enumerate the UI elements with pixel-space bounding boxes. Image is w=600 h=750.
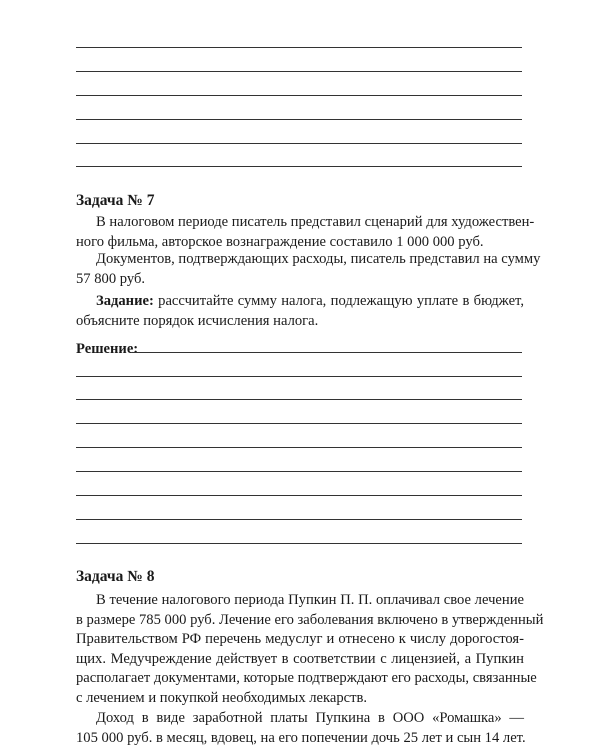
solution-line — [132, 352, 522, 353]
answer-line — [76, 376, 522, 377]
text-line: Доход в виде заработной платы Пупкина в ООО «Ромашка» — — [96, 710, 524, 726]
answer-line — [76, 423, 522, 424]
answer-line — [76, 519, 522, 520]
answer-line — [76, 95, 522, 96]
text-line: В течение налогового периода Пупкин П. П. оплачивал свое лечение — [96, 592, 524, 608]
answer-line — [76, 166, 522, 167]
text-line: располагает документами, которые подтверждают его расходы, связанные — [76, 670, 537, 687]
text-line: щих. Медучреждение действует в соответствии с лицензией, а Пупкин — [76, 650, 524, 667]
text-line: В налоговом периоде писатель представил сценарий для художествен- — [96, 214, 535, 230]
answer-line — [76, 47, 522, 48]
text-line: Документов, подтверждающих расходы, писатель представил на сумму — [96, 251, 541, 267]
text-line: ного фильма, авторское вознаграждение составило 1 000 000 руб. — [76, 233, 484, 250]
text-line: с лечением и покупкой необходимых лекарств. — [76, 689, 368, 706]
text-line — [76, 292, 524, 312]
answer-line — [76, 471, 522, 472]
task-8-paragraph-1 — [76, 591, 544, 709]
text-line: Правительством РФ перечень медуслуг и отнесено к числу дорогостоя- — [76, 631, 524, 648]
answer-line — [76, 543, 522, 544]
task-7-paragraph-2 — [76, 250, 541, 289]
assignment-label: Задание: — [96, 293, 154, 309]
assignment-text: рассчитайте сумму налога, подлежащую уплате в бюджет, — [158, 293, 524, 309]
answer-line — [76, 119, 522, 120]
answer-line — [76, 495, 522, 496]
text-line: объясните порядок исчисления налога. — [76, 312, 319, 329]
task-8-title: Задача № 8 — [76, 568, 155, 585]
task-7-assignment — [76, 292, 524, 331]
text-line: в размере 785 000 руб. Лечение его заболевания включено в утвержденный — [76, 611, 544, 628]
text-line: 105 000 руб. в месяц, вдовец, на его попечении дочь 25 лет и сын 14 лет. — [76, 729, 526, 746]
answer-line — [76, 447, 522, 448]
text-line: 57 800 руб. — [76, 270, 146, 287]
task-7-paragraph-1 — [76, 213, 535, 252]
answer-line — [76, 399, 522, 400]
task-8-paragraph-2 — [76, 709, 524, 748]
solution-label: Решение: — [76, 341, 139, 357]
task-7-title: Задача № 7 — [76, 192, 155, 209]
answer-line — [76, 143, 522, 144]
answer-line — [76, 71, 522, 72]
